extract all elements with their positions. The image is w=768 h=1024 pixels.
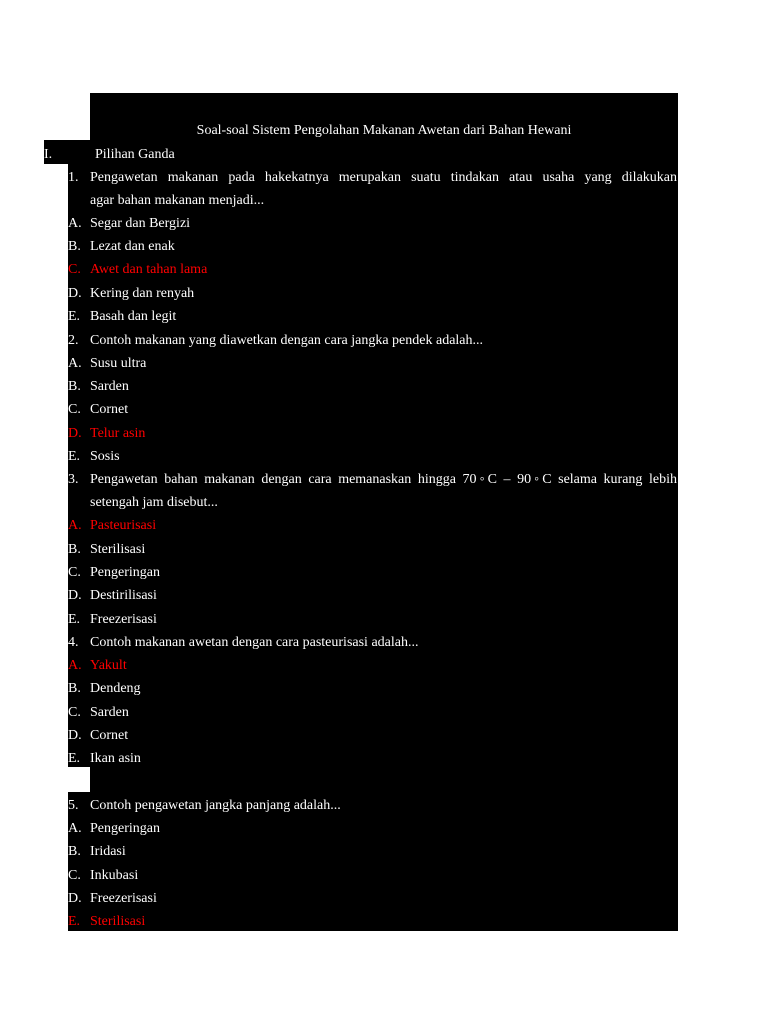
option-text: Dendeng <box>90 681 141 696</box>
option-correct <box>68 654 127 677</box>
option <box>68 282 194 305</box>
question-text: Pengawetan bahan makanan dengan cara memanaskan hingga 70◦C – 90◦C selama kurang lebih <box>90 472 677 487</box>
option <box>68 538 145 561</box>
option <box>68 887 157 910</box>
option-marker: E. <box>68 309 81 324</box>
option-text: Cornet <box>90 402 129 417</box>
section-marker: I. <box>44 147 53 162</box>
option-text: Pengeringan <box>90 565 160 580</box>
option-text: Sterilisasi <box>90 914 146 929</box>
question-number: 4. <box>68 635 79 650</box>
question-4 <box>68 631 418 654</box>
option-marker: A. <box>68 518 82 533</box>
option <box>68 561 160 584</box>
option-correct <box>68 514 156 537</box>
option-text: Telur asin <box>90 426 146 441</box>
option-text: Yakult <box>90 658 127 673</box>
option-text: Pasteurisasi <box>90 518 157 533</box>
document-title: Soal-soal Sistem Pengolahan Makanan Awetan dari Bahan Hewani <box>196 123 572 138</box>
option <box>68 584 157 607</box>
option-marker: A. <box>68 821 82 836</box>
question-text: Contoh makanan awetan dengan cara pasteurisasi adalah... <box>90 635 419 650</box>
option-marker: E. <box>68 449 81 464</box>
option-text: Kering dan renyah <box>90 286 195 301</box>
option <box>68 305 176 328</box>
option <box>68 677 141 700</box>
option-correct <box>68 910 145 933</box>
option-text: Pengeringan <box>90 821 160 836</box>
option-text: Awet dan tahan lama <box>90 262 208 277</box>
option-text: Cornet <box>90 728 129 743</box>
option-marker: C. <box>68 565 81 580</box>
option-text: Freezerisasi <box>90 891 157 906</box>
question-number: 3. <box>68 472 79 487</box>
option-marker: C. <box>68 705 81 720</box>
option-marker: D. <box>68 588 82 603</box>
option-marker: A. <box>68 658 82 673</box>
option-marker: B. <box>68 542 81 557</box>
option-correct <box>68 422 145 445</box>
option-text: Sarden <box>90 705 129 720</box>
question-5 <box>68 794 341 817</box>
question-text: Pengawetan makanan pada hakekatnya merupakan suatu tindakan atau usaha yang dilakukan <box>90 170 677 185</box>
option-marker: D. <box>68 891 82 906</box>
question-3 <box>68 468 678 491</box>
option-marker: D. <box>68 426 82 441</box>
option <box>68 608 157 631</box>
option <box>68 445 120 468</box>
option-text: Destirilisasi <box>90 588 157 603</box>
question-text-cont: setengah jam disebut... <box>90 495 218 510</box>
option-marker: D. <box>68 728 82 743</box>
option-text: Segar dan Bergizi <box>90 216 191 231</box>
question-2 <box>68 329 483 352</box>
section-label: Pilihan Ganda <box>95 147 175 162</box>
option-text: Ikan asin <box>90 751 141 766</box>
option-marker: B. <box>68 844 81 859</box>
option-text: Lezat dan enak <box>90 239 175 254</box>
option <box>68 747 141 770</box>
option-marker: C. <box>68 868 81 883</box>
option-text: Inkubasi <box>90 868 139 883</box>
page-gap <box>68 767 90 792</box>
option-text: Basah dan legit <box>90 309 177 324</box>
option-text: Sarden <box>90 379 129 394</box>
option-text: Susu ultra <box>90 356 147 371</box>
question-number: 5. <box>68 798 79 813</box>
option-text: Iridasi <box>90 844 126 859</box>
question-text: Contoh makanan yang diawetkan dengan cara jangka pendek adalah... <box>90 333 484 348</box>
option-marker: E. <box>68 612 81 627</box>
option-marker: E. <box>68 751 81 766</box>
option <box>68 375 129 398</box>
option <box>68 701 129 724</box>
option-marker: C. <box>68 402 81 417</box>
option <box>68 235 175 258</box>
option <box>68 352 146 375</box>
option-text: Sterilisasi <box>90 542 146 557</box>
section-heading <box>44 143 175 166</box>
option <box>68 212 190 235</box>
option <box>68 398 128 421</box>
question-1 <box>68 166 678 189</box>
option-marker: E. <box>68 914 81 929</box>
option-marker: C. <box>68 262 81 277</box>
question-number: 1. <box>68 170 79 185</box>
option <box>68 724 128 747</box>
option-marker: A. <box>68 356 82 371</box>
option-text: Freezerisasi <box>90 612 157 627</box>
option-marker: B. <box>68 681 81 696</box>
option-text: Sosis <box>90 449 120 464</box>
option-marker: B. <box>68 239 81 254</box>
option <box>68 817 160 840</box>
option-marker: A. <box>68 216 82 231</box>
option-marker: B. <box>68 379 81 394</box>
option <box>68 864 138 887</box>
question-text-cont: agar bahan makanan menjadi... <box>90 193 265 208</box>
question-number: 2. <box>68 333 79 348</box>
option <box>68 840 126 863</box>
question-text: Contoh pengawetan jangka panjang adalah... <box>90 798 341 813</box>
option-marker: D. <box>68 286 82 301</box>
option-correct <box>68 258 207 281</box>
